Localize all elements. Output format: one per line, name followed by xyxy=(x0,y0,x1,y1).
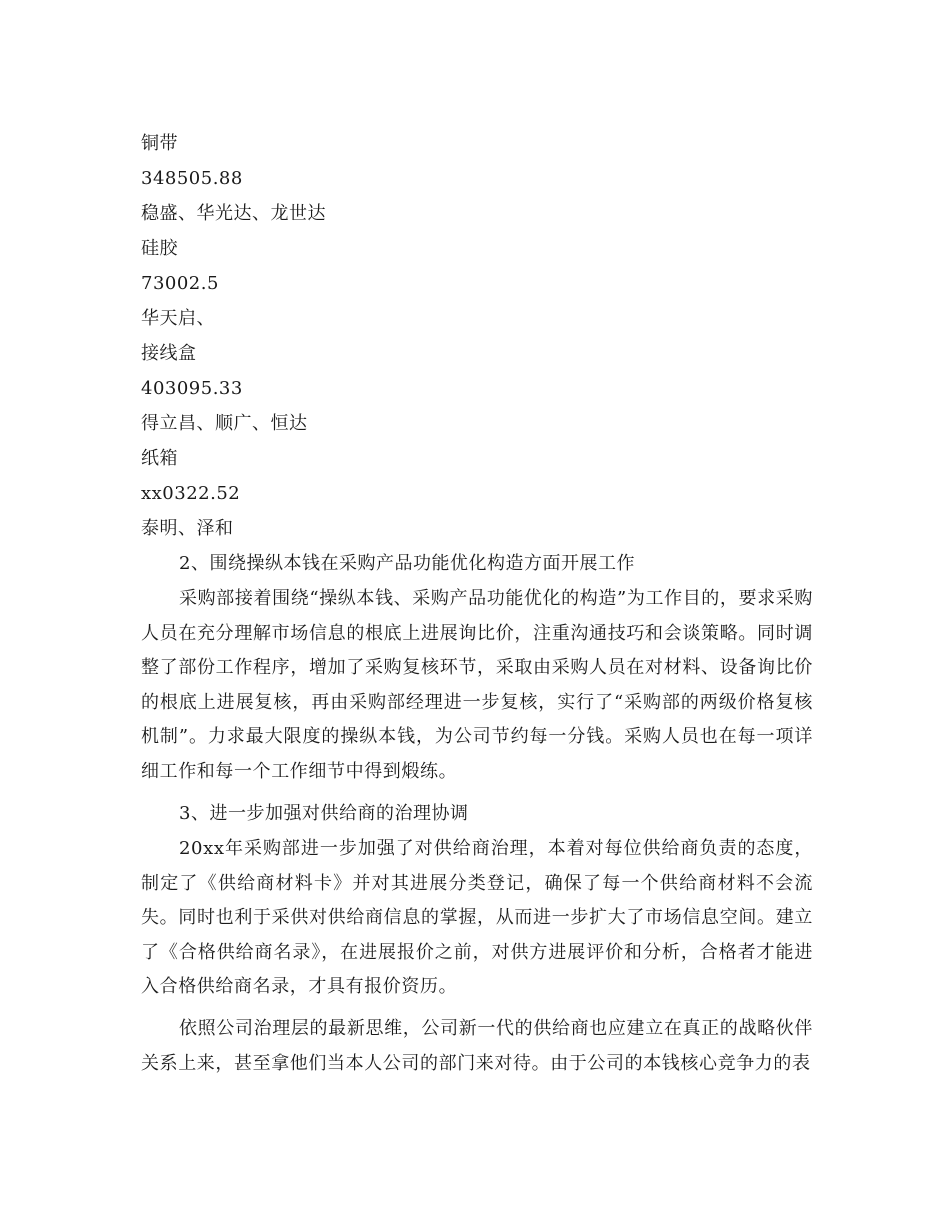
list-item-suppliers: 泰明、泽和 xyxy=(141,518,234,539)
section-3-paragraph-1: 20xx年采购部进一步加强了对供给商治理，本着对每位供给商负责的态度，制定了《供给商材料卡》并对其进展分类登记，确保了每一个供给商材料不会流失。同时也利于采供对供给商信息的掌握，从而进一步扩大了市场信息空间。建立了《合格供给商名录》，在进展报价之前，对供方进展评价和分析，合格者才能进入合格供给商名录，才具有报价资历。 xyxy=(141,838,813,998)
list-item-material: 接线盒 xyxy=(141,343,197,364)
section-2-paragraph: 采购部接着围绕“操纵本钱、采购产品功能优化的构造”为工作目的，要求采购人员在充分理解市场信息的根底上进展询比价，注重沟通技巧和会谈策略。同时调整了部份工作程序，增加了采购复核环节，采取由采购人员在对材料、设备询比价的根底上进展复核，再由采购部经理进一步复核，实行了“采购部的两级价格复核机制”。力求最大限度的操纵本钱，为公司节约每一分钱。采购人员也在每一项详细工作和每一个工作细节中得到煅练。 xyxy=(141,588,813,782)
section-3-heading: 3、进一步加强对供给商的治理协调 xyxy=(179,803,469,824)
list-item-amount: 403095.33 xyxy=(141,378,243,399)
list-item-material: 硅胶 xyxy=(141,238,178,259)
list-item-suppliers: 华天启、 xyxy=(141,308,215,329)
list-item-material: 铜带 xyxy=(141,133,178,154)
list-item-material: 纸箱 xyxy=(141,448,178,469)
section-3-paragraph-2: 依照公司治理层的最新思维，公司新一代的供给商也应建立在真正的战略伙伴关系上来，甚至拿他们当本人公司的部门来对待。由于公司的本钱核心竞争力的表 xyxy=(141,1018,813,1074)
list-item-suppliers: 稳盛、华光达、龙世达 xyxy=(141,203,326,224)
list-item-suppliers: 得立昌、顺广、恒达 xyxy=(141,413,308,434)
list-item-amount: 348505.88 xyxy=(141,168,243,189)
list-item-amount: 73002.5 xyxy=(141,273,219,294)
section-2-heading: 2、围绕操纵本钱在采购产品功能优化构造方面开展工作 xyxy=(179,553,635,574)
list-item-amount: xx0322.52 xyxy=(141,483,241,504)
